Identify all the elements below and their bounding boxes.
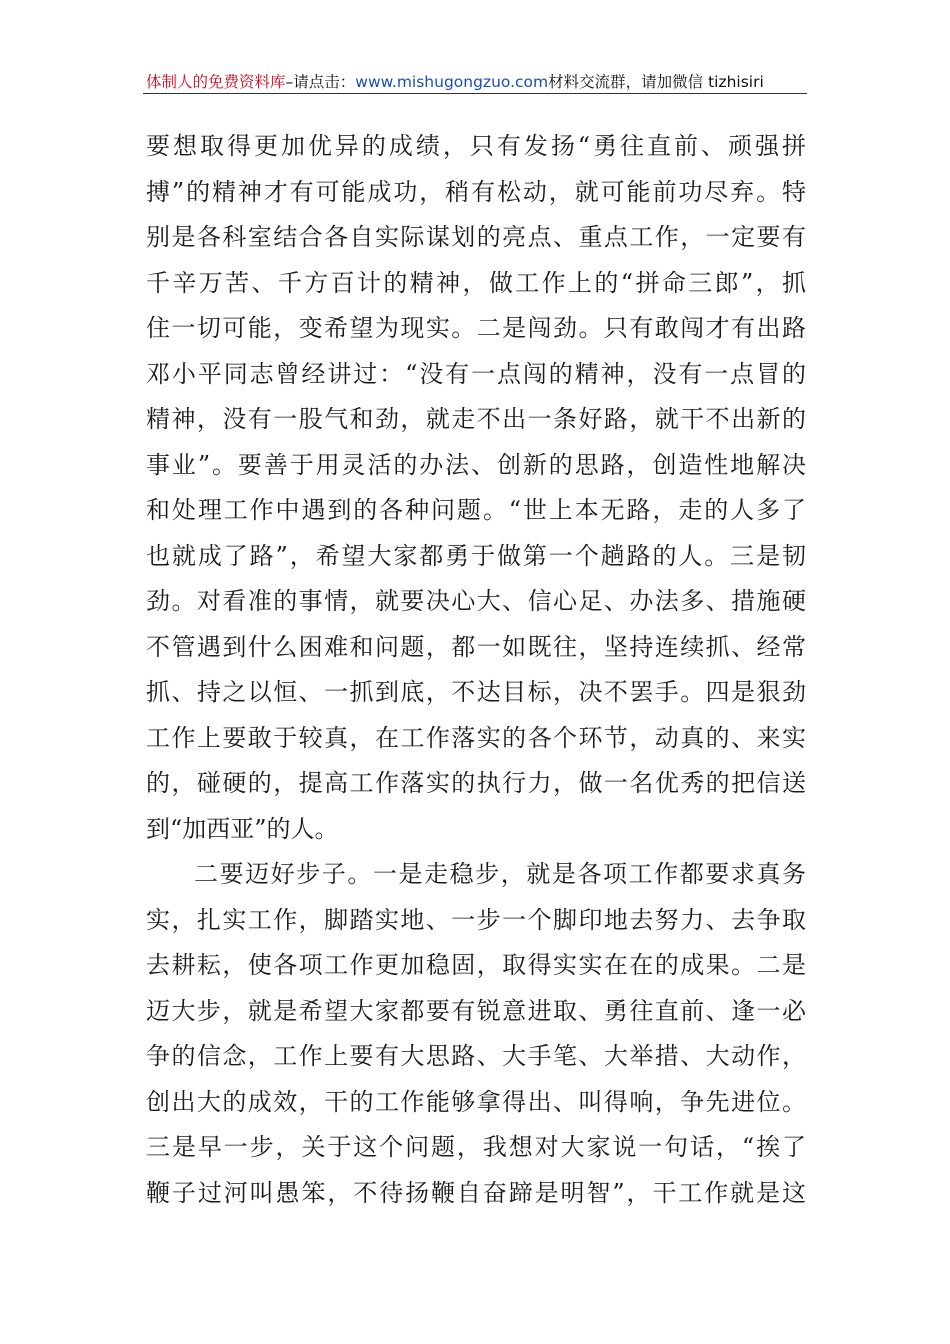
- text-line: 搏”的精神才有可能成功，稍有松动，就可能前功尽弃。特: [146, 177, 806, 206]
- text-line: 工作上要敢于较真，在工作落实的各个环节，动真的、来实: [146, 723, 806, 752]
- header-brand: 体制人的免费资料库: [146, 73, 286, 91]
- text-line: 三是早一步，关于这个问题，我想对大家说一句话，“挨了: [146, 1133, 806, 1161]
- header-url-link[interactable]: www.mishugongzuo.com: [355, 73, 549, 91]
- text-line: 实，扎实工作，脚踏实地、一步一个脚印地去努力、去争取: [146, 905, 806, 934]
- paragraph: [146, 852, 806, 1216]
- text-line: 邓小平同志曾经讲过：“没有一点闯的精神，没有一点冒的: [146, 359, 806, 388]
- text-line: 的，碰硬的，提高工作落实的执行力，做一名优秀的把信送: [146, 769, 806, 797]
- text-line: 住一切可能，变希望为现实。二是闯劲。只有敢闯才有出路: [146, 314, 806, 342]
- text-line: 争的信念，工作上要有大思路、大手笔、大举措、大动作，: [146, 1042, 806, 1070]
- text-line: 到“加西亚”的人。: [146, 814, 339, 843]
- text-line: 也就成了路”，希望大家都勇于做第一个趟路的人。三是韧: [146, 541, 806, 570]
- text-line: 和处理工作中遇到的各种问题。“世上本无路，走的人多了: [146, 496, 806, 524]
- text-line: 二要迈好步子。一是走稳步，就是各项工作都要求真务: [194, 860, 806, 888]
- text-line: 事业”。要善于用灵活的办法、创新的思路，创造性地解决: [146, 450, 806, 479]
- text-line: 别是各科室结合各自实际谋划的亮点、重点工作，一定要有: [146, 223, 806, 251]
- header-divider: [143, 93, 807, 94]
- text-line: 要想取得更加优异的成绩，只有发扬“勇往直前、顽强拼: [146, 132, 806, 160]
- text-line: 创出大的成效，干的工作能够拿得出、叫得响，争先进位。: [146, 1087, 806, 1116]
- paragraph: [146, 124, 806, 852]
- text-line: 千辛万苦、千方百计的精神，做工作上的“拼命三郎”，抓: [146, 268, 806, 297]
- text-line: 抓、持之以恒、一抓到底，不达目标，决不罢手。四是狠劲: [146, 678, 806, 706]
- document-body: [146, 124, 806, 1216]
- header-contact-text: 材料交流群，请加微信 tizhisiri: [548, 73, 764, 91]
- text-line: 迈大步，就是希望大家都要有锐意进取、勇往直前、逢一必: [146, 996, 806, 1025]
- text-line: 精神，没有一股气和劲，就走不出一条好路，就干不出新的: [146, 405, 806, 433]
- text-line: 劲。对看准的事情，就要决心大、信心足、办法多、措施硬: [146, 587, 806, 615]
- text-line: 不管遇到什么困难和问题，都一如既往，坚持连续抓、经常: [146, 632, 806, 661]
- header-prompt: –请点击：: [285, 73, 356, 91]
- page-header: [146, 70, 806, 94]
- text-line: 鞭子过河叫愚笨，不待扬鞭自奋蹄是明智”，干工作就是这: [146, 1178, 806, 1207]
- text-line: 去耕耘，使各项工作更加稳固，取得实实在在的成果。二是: [146, 951, 806, 979]
